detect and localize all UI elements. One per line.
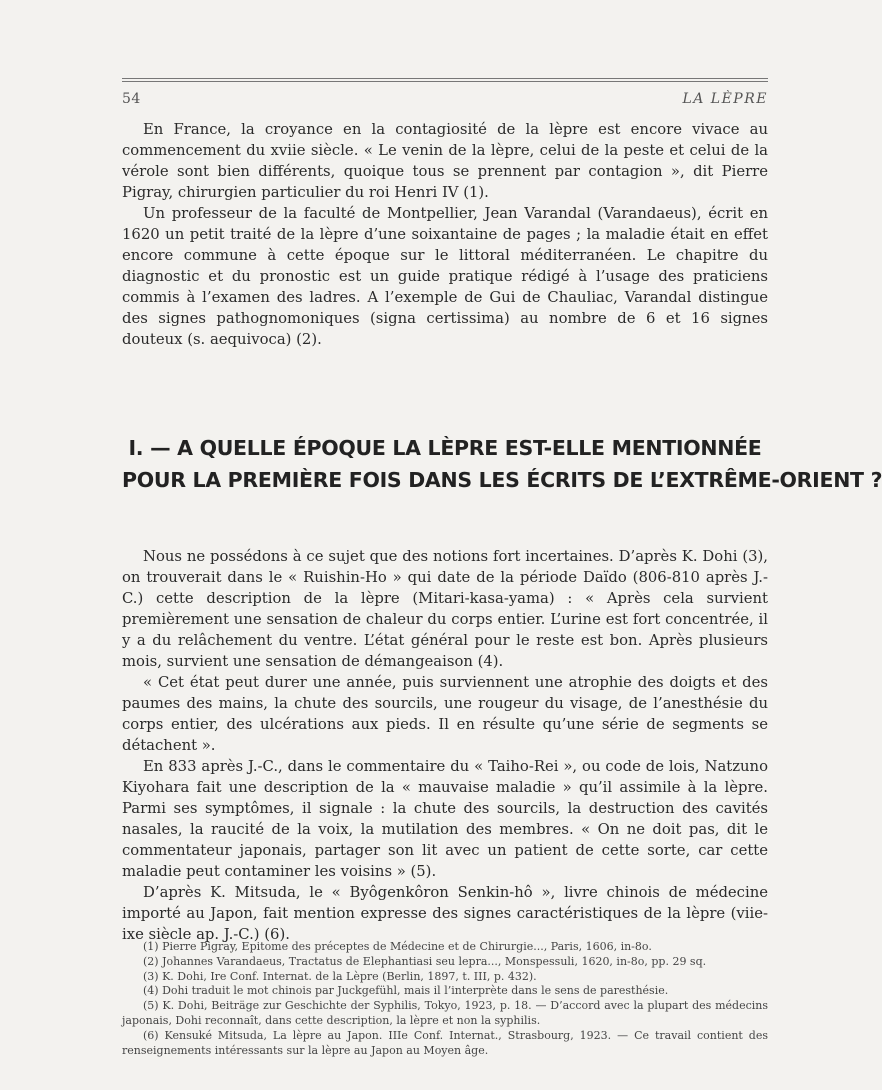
paragraph: Nous ne possédons à ce sujet que des notions fort incertaines. D’après K. Dohi (3), on trouverait dans le « Ruishin-Ho » qui date de la période Daïdo (806-810 après J.-C.) cette description de la lèpre (Mitari-kasa-yama) : « Après cela survient premièrement une sensation de chaleur du corps entier. L’urine est fort concentrée, il y a du relâchement du ventre. L’état général pour le reste est bon. Après plusieurs mois, survient une sensation de démangeaison (4).	[122, 548, 768, 670]
paragraph: D’après K. Mitsuda, le « Byôgenkôron Senkin-hô », livre chinois de médecine importé au Japon, fait mention expresse des signes caractéristiques de la lèpre (viie-ixe siècle ap. J.-C.) (6).	[122, 884, 768, 943]
footnote: (4) Dohi traduit le mot chinois par Juckgefühl, mais il l’interprète dans le sens de paresthésie.	[143, 984, 669, 998]
section-heading-line: POUR LA PREMIÈRE FOIS DANS LES ÉCRITS DE L’EXTRÊME-ORIENT ?	[122, 468, 882, 492]
section-heading-line: I. — A QUELLE ÉPOQUE LA LÈPRE EST-ELLE MENTIONNÉE	[128, 436, 762, 460]
page-number: 54	[122, 91, 141, 107]
section-body	[122, 546, 768, 945]
footnote: (3) K. Dohi, Ire Conf. Internat. de la Lèpre (Berlin, 1897, t. III, p. 432).	[143, 969, 537, 983]
footnote: (6) Kensuké Mitsuda, La lèpre au Japon. IIIe Conf. Internat., Strasbourg, 1923. — Ce travail contient des renseignements intéressants sur la lèpre au Japon au Moyen âge.	[122, 1028, 768, 1057]
footnote: (1) Pierre Pigray, Epitome des préceptes de Médecine et de Chirurgie..., Paris, 1606, in-8o.	[143, 940, 652, 953]
footnotes	[122, 940, 768, 1058]
section-heading	[122, 432, 882, 496]
paragraph: En 833 après J.-C., dans le commentaire du « Taiho-Rei », ou code de lois, Natzuno Kiyohara fait une description de la « mauvaise maladie » qu’il assimile à la lèpre. Parmi ses symptômes, il signale : la chute des sourcils, la destruction des cavités nasales, la raucité de la voix, la mutilation des membres. « On ne doit pas, dit le commentateur japonais, partager son lit avec un patient de cette sorte, car cette maladie peut contaminer les voisins » (5).	[122, 758, 768, 880]
paragraph: En France, la croyance en la contagiosité de la lèpre est encore vivace au commencement du xviie siècle. « Le venin de la lèpre, celui de la peste et celui de la vérole sont bien différents, quoique tous se prennent par contagion », dit Pierre Pigray, chirurgien particulier du roi Henri IV (1).	[122, 121, 768, 201]
header-rule-bottom	[122, 81, 768, 82]
footnote: (2) Johannes Varandaeus, Tractatus de Elephantiasi seu lepra..., Monspessuli, 1620, in-8o, pp. 29 sq.	[143, 954, 707, 968]
paragraph: « Cet état peut durer une année, puis surviennent une atrophie des doigts et des paumes des mains, la chute des sourcils, une rougeur du visage, de l’anesthésie du corps entier, des ulcérations aux pieds. Il en résulte qu’une série de segments se détachent ».	[122, 674, 768, 754]
paragraph: Un professeur de la faculté de Montpellier, Jean Varandal (Varandaeus), écrit en 1620 un petit traité de la lèpre d’une soixantaine de pages ; la maladie était en effet encore commune à cette époque sur le littoral méditerranéen. Le chapitre du diagnostic et du pronostic est un guide pratique rédigé à l’usage des praticiens commis à l’examen des ladres. A l’exemple de Gui de Chauliac, Varandal distingue des signes pathognomoniques (signa certissima) au nombre de 6 et 16 signes douteux (s. aequivoca) (2).	[122, 205, 768, 348]
header-rule-top	[122, 78, 768, 79]
running-title: LA LÈPRE	[682, 91, 768, 107]
intro-text	[122, 119, 768, 350]
footnote: (5) K. Dohi, Beiträge zur Geschichte der Syphilis, Tokyo, 1923, p. 18. — D’accord avec la plupart des médecins japonais, Dohi reconnaît, dans cette description, la lèpre et non la syphilis.	[122, 999, 768, 1027]
